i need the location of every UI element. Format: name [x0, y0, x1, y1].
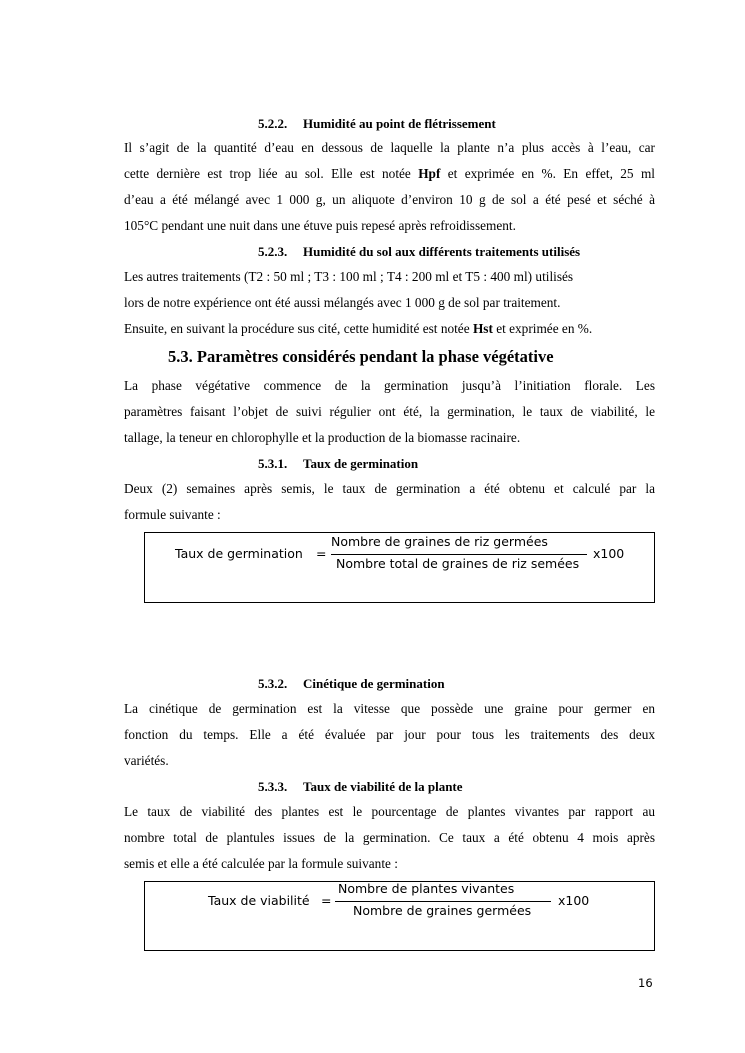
heading-number: 5.3.3. [258, 779, 288, 794]
text-line: paramètres faisant l’objet de suivi régulier ont été, la germination, le taux de viabilité, le [124, 404, 655, 419]
text-line: Deux (2) semaines après semis, le taux de germination a été obtenu et calculé par la [124, 481, 655, 496]
text-line: nombre total de plantules issues de la germination. Ce taux a été obtenu 4 mois après [124, 830, 655, 845]
formula-equals: = [321, 893, 332, 908]
text-line: cette dernière est trop liée au sol. Elle est notée Hpf et exprimée en %. En effet, 25 ml [124, 166, 655, 181]
page-number: 16 [638, 976, 653, 990]
formula-equals: = [316, 546, 327, 561]
text-line: Ensuite, en suivant la procédure sus cité, cette humidité est notée Hst et exprimée en %. [124, 321, 593, 336]
text-line: variétés. [124, 753, 169, 768]
formula-numerator: Nombre de plantes vivantes [338, 881, 515, 896]
heading-5-3 [168, 347, 554, 367]
text-line: semis et elle a été calculée par la formule suivante : [124, 856, 398, 871]
formula-numerator: Nombre de graines de riz germées [331, 534, 548, 549]
text-line: lors de notre expérience ont été aussi mélangés avec 1 000 g de sol par traitement. [124, 295, 561, 310]
heading-number: 5.2.3. [258, 244, 288, 259]
heading-5-3-3 [258, 779, 463, 795]
text-line: fonction du temps. Elle a été évaluée par jour pour tous les traitements des deux [124, 727, 655, 742]
heading-5-2-2 [258, 116, 496, 132]
fraction-bar [335, 901, 551, 902]
formula-lhs: Taux de germination [175, 546, 303, 561]
heading-title: Humidité du sol aux différents traitements utilisés [303, 244, 581, 259]
heading-number: 5.2.2. [258, 116, 288, 131]
heading-title: Taux de germination [303, 456, 419, 471]
formula-lhs: Taux de viabilité [208, 893, 310, 908]
text-line: La cinétique de germination est la vitesse que possède une graine pour germer en [124, 701, 655, 716]
hpf-term: Hpf [418, 166, 441, 181]
formula-factor: x100 [558, 893, 590, 908]
text-line: Le taux de viabilité des plantes est le pourcentage de plantes vivantes par rapport au [124, 804, 655, 819]
heading-title: Taux de viabilité de la plante [303, 779, 463, 794]
heading-number: 5.3.1. [258, 456, 288, 471]
heading-title: Paramètres considérés pendant la phase végétative [196, 347, 554, 366]
fraction-bar [331, 554, 587, 555]
text-line: tallage, la teneur en chlorophylle et la production de la biomasse racinaire. [124, 430, 521, 445]
text-line: La phase végétative commence de la germination jusqu’à l’initiation florale. Les [124, 378, 655, 393]
text-line: Il s’agit de la quantité d’eau en dessous de laquelle la plante n’a plus accès à l’eau, car [124, 140, 655, 155]
heading-5-3-1 [258, 456, 418, 472]
heading-title: Cinétique de germination [303, 676, 445, 691]
heading-number: 5.3. [168, 347, 193, 366]
formula-denominator: Nombre total de graines de riz semées [336, 556, 580, 571]
heading-number: 5.3.2. [258, 676, 288, 691]
formula-denominator: Nombre de graines germées [353, 903, 532, 918]
heading-5-3-2 [258, 676, 445, 692]
formula-box-viabilite [144, 881, 655, 951]
text-line: d’eau a été mélangé avec 1 000 g, un aliquote d’environ 10 g de sol a été pesé et séché à [124, 192, 655, 207]
hst-term: Hst [472, 321, 493, 336]
text-line: formule suivante : [124, 507, 221, 522]
text-line: Les autres traitements (T2 : 50 ml ; T3 : 100 ml ; T4 : 200 ml et T5 : 400 ml) utilisés [124, 269, 574, 284]
heading-title: Humidité au point de flétrissement [303, 116, 496, 131]
formula-factor: x100 [593, 546, 625, 561]
text-line: 105°C pendant une nuit dans une étuve puis repesé après refroidissement. [124, 218, 516, 233]
heading-5-2-3 [258, 244, 580, 260]
formula-box-germination [144, 532, 655, 603]
